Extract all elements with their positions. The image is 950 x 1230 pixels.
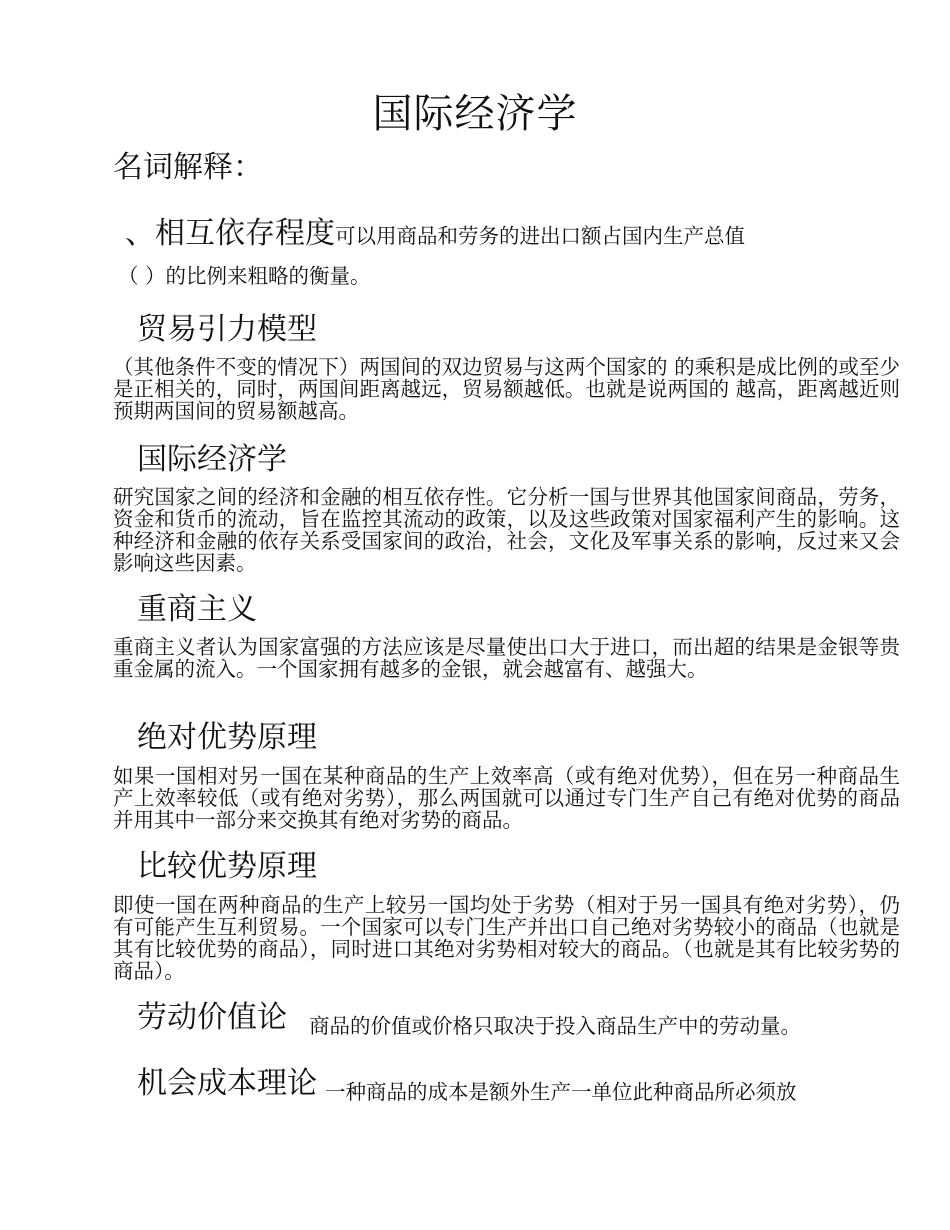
term-heading: 机会成本理论 — [137, 1066, 317, 1101]
term-heading: 国际经济学 — [137, 442, 287, 477]
term-definition: 重商主义者认为国家富强的方法应该是尽量使出口大于进口，而出超的结果是金银等贵重金属的流入。一个国家拥有越多的金银，就会越富有、越强大。 — [113, 635, 900, 681]
term-heading: 重商主义 — [137, 592, 257, 627]
term-definition-continued: （ ）的比例来粗略的衡量。 — [118, 264, 371, 288]
term-heading: 、相互依存程度 — [125, 216, 335, 251]
term-definition: 研究国家之间的经济和金融的相互依存性。它分析一国与世界其他国家间商品，劳务，资金和货币的流动，旨在监控其流动的政策，以及这些政策对国家福利产生的影响。这种经济和金融的依存关系受国家间的政治，社会，文化及军事关系的影响，反过来又会影响这些因素。 — [113, 485, 900, 575]
term-heading: 贸易引力模型 — [137, 312, 317, 347]
entry-labor-value — [137, 998, 897, 1038]
page-title: 国际经济学 — [372, 91, 578, 137]
term-definition: 商品的价值或价格只取决于投入商品生产中的劳动量。 — [309, 1014, 801, 1038]
term-definition: （其他条件不变的情况下）两国间的双边贸易与这两个国家的 的乘积是成比例的或至少是正相关的，同时，两国间距离越远，贸易额越低。也就是说两国的 越高，距离越近则预期两国间的贸易额越高。 — [113, 355, 900, 423]
term-heading: 劳动价值论 — [137, 1000, 287, 1035]
section-heading: 名词解释： — [113, 150, 263, 185]
term-definition: 一种商品的成本是额外生产一单位此种商品所必须放 — [325, 1080, 797, 1104]
entry-interdependence — [125, 214, 885, 254]
term-heading: 绝对优势原理 — [137, 720, 317, 755]
term-definition: 可以用商品和劳务的进出口额占国内生产总值 — [335, 224, 745, 248]
term-definition: 即使一国在两种商品的生产上较另一国均处于劣势（相对于另一国具有绝对劣势），仍有可能产生互利贸易。一个国家可以专门生产并出口自己绝对劣势较小的商品（也就是其有比较优势的商品），同时进口其绝对劣势相对较大的商品。（也就是其有比较劣势的商品）。 — [113, 893, 900, 983]
term-heading: 比较优势原理 — [137, 849, 317, 884]
entry-opportunity-cost — [137, 1064, 927, 1104]
term-definition: 如果一国相对另一国在某种商品的生产上效率高（或有绝对优势），但在另一种商品生产上效率较低（或有绝对劣势），那么两国就可以通过专门生产自己有绝对优势的商品并用其中一部分来交换其有绝对劣势的商品。 — [113, 764, 900, 832]
